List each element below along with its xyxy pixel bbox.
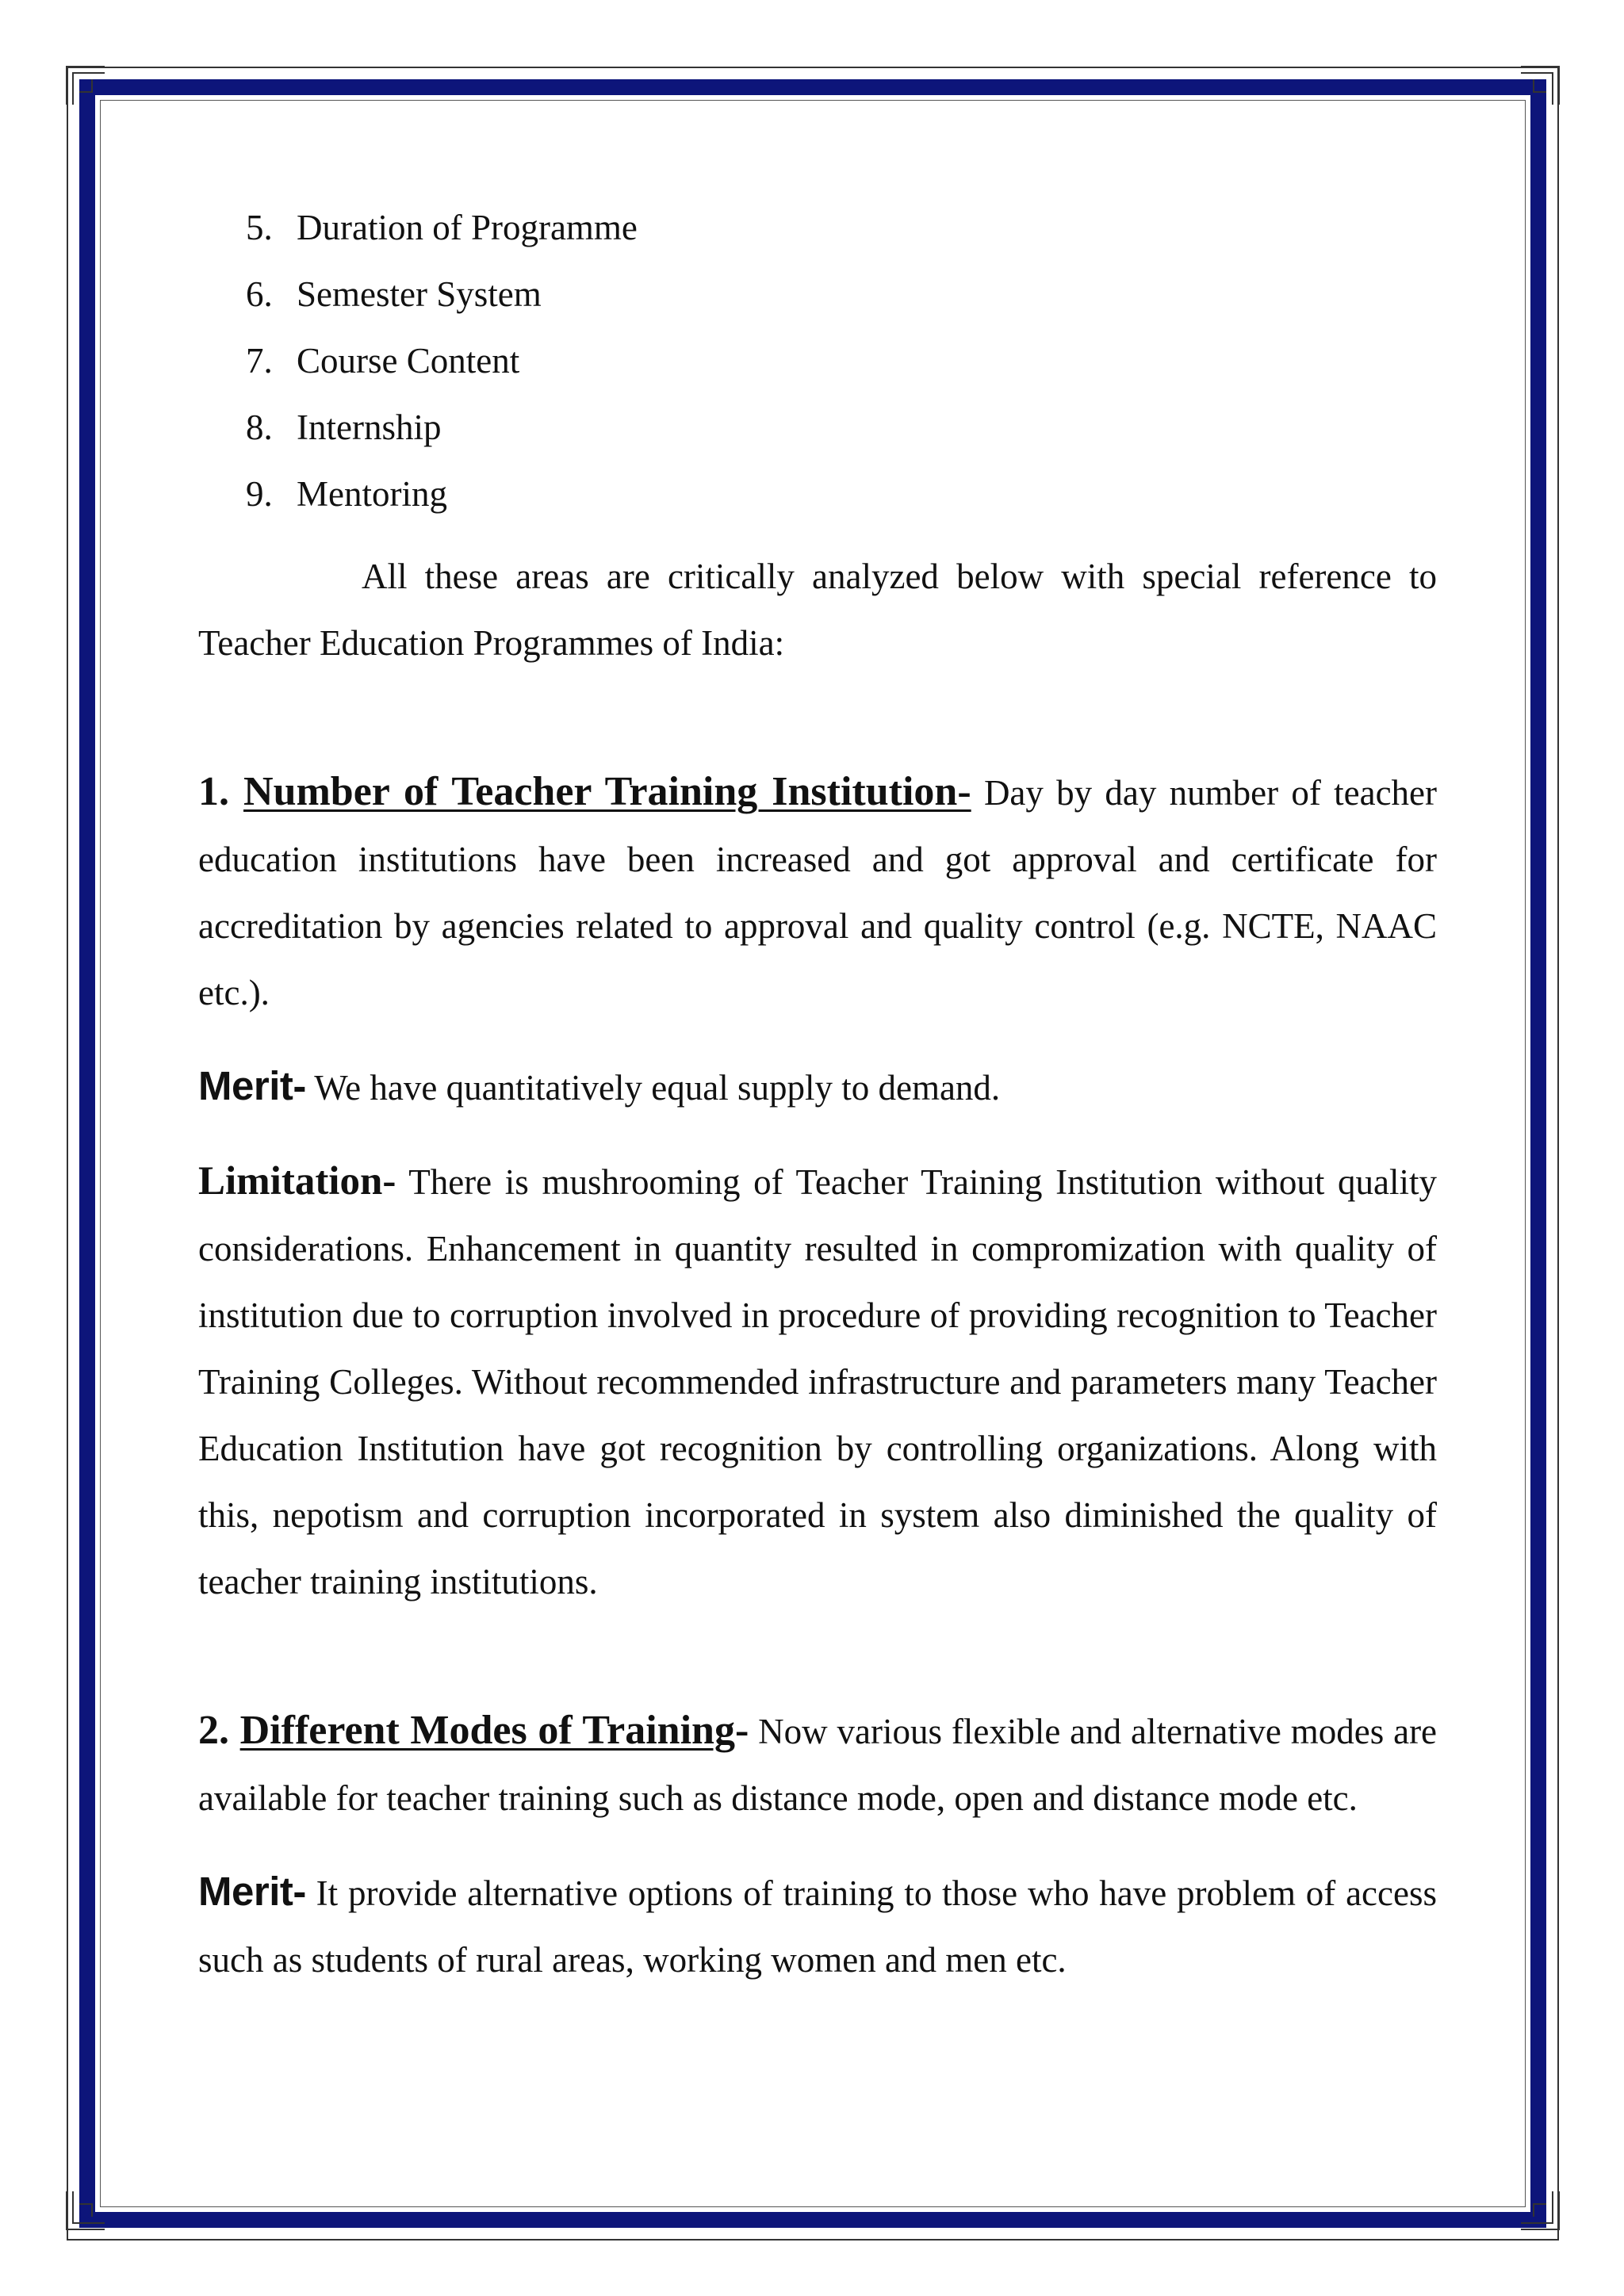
limitation-text: There is mushrooming of Teacher Training Institution without quality considerations. Enhancement in quantity resulted in compromization with quality of institution due to corruption involved in procedure of providing recognition to Teacher Training Colleges. Without recommended infrastructure and parameters many Teacher Education Institution have got recognition by controlling organizations. Along with this, nepotism and corruption incorporated in system also diminished the quality of teacher training institutions. <box>198 1162 1438 1601</box>
list-item-number: 7. <box>246 341 273 381</box>
section-text: Now various flexible and alternative modes are available for teacher training such as distance mode, open and distance mode etc. <box>198 1712 1438 1818</box>
list-item-number: 9. <box>246 474 273 514</box>
section-2-merit <box>198 1858 1437 1993</box>
merit-text: We have quantitatively equal supply to demand. <box>314 1068 1001 1108</box>
section-1-merit <box>198 1053 1437 1121</box>
corner-ornament-top-left <box>65 65 106 106</box>
list-item-number: 8. <box>246 408 273 447</box>
corner-ornament-bottom-right <box>1519 2190 1561 2231</box>
list-item-number: 5. <box>246 208 273 247</box>
section-title: Number of Teacher Training Institution- <box>243 769 971 814</box>
merit-label: Merit- <box>198 1063 306 1108</box>
section-1-limitation <box>198 1148 1437 1615</box>
section-2-paragraph <box>198 1697 1437 1831</box>
document-body <box>198 194 1437 1993</box>
corner-ornament-bottom-left <box>65 2190 106 2231</box>
list-item <box>246 327 1437 394</box>
list-item-text: Duration of Programme <box>297 208 638 247</box>
section-title-suffix: - <box>734 1708 749 1753</box>
limitation-label: Limitation- <box>198 1159 396 1203</box>
section-2-heading <box>198 1708 749 1753</box>
list-item-number: 6. <box>246 274 273 314</box>
section-text: Day by day number of teacher education institutions have been increased and got approval and certificate for accreditation by agencies related to approval and quality control (e.g. NCTE, NAAC etc.). <box>198 773 1438 1012</box>
list-item-text: Semester System <box>297 274 542 314</box>
section-1-heading <box>198 769 971 814</box>
numbered-list <box>198 194 1437 527</box>
list-item <box>246 461 1437 527</box>
list-item-text: Course Content <box>297 341 520 381</box>
intro-paragraph: All these areas are critically analyzed below with special reference to Teacher Education Programmes of India: <box>198 557 1437 663</box>
list-item-text: Internship <box>297 408 442 447</box>
section-1-paragraph <box>198 759 1437 1026</box>
corner-ornament-top-right <box>1519 65 1561 106</box>
section-number: 1. <box>198 769 229 814</box>
list-item <box>246 261 1437 327</box>
merit-text: It provide alternative options of training to those who have problem of access such as students of rural areas, working women and men etc. <box>198 1873 1437 1980</box>
list-item <box>246 194 1437 261</box>
list-item-text: Mentoring <box>297 474 447 514</box>
section-title: Different Modes of Training <box>239 1708 735 1753</box>
list-item <box>246 394 1437 461</box>
section-number: 2. <box>198 1708 229 1753</box>
merit-label: Merit- <box>198 1869 306 1914</box>
